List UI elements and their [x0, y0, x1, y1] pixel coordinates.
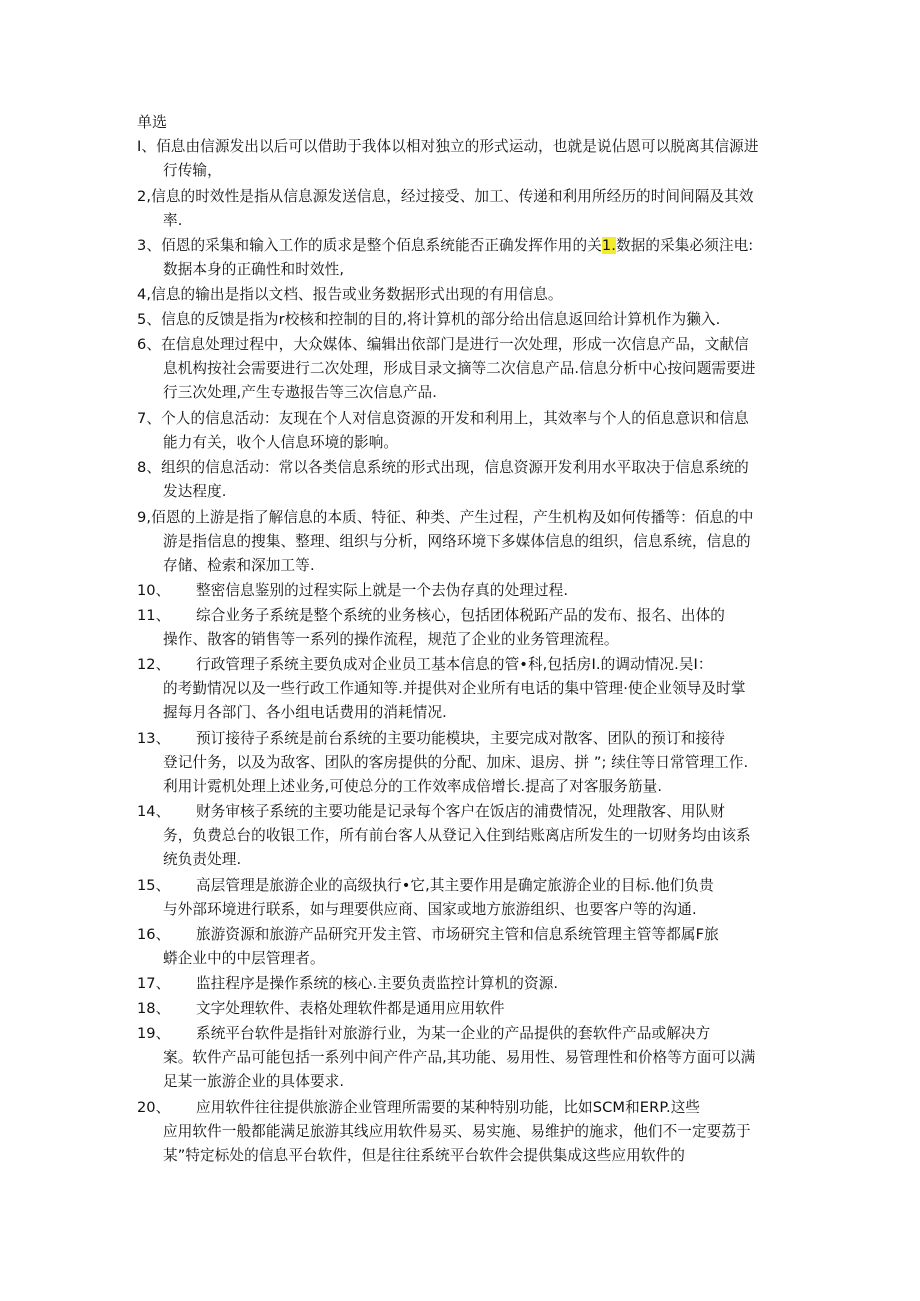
item-4-line-1: 4,信息的输出是指以文档、报告或业务数据形式出现的有用信息。	[137, 286, 563, 303]
item-20-line-1: 应用软件往往提供旅游企业管理所需要的某种特别功能，比如SCM和ERP.这些	[196, 1099, 701, 1116]
item-6-line-2: 息机构按社会需要进行二次处理，形成目录文摘等二次信息产品.信息分析中心按问题需要进	[163, 360, 756, 377]
item-18-line-1: 文字处理软件、表格处理软件都是通用应用软件	[196, 1000, 505, 1017]
item-17-line-1: 监拄程序是操作系统的核心.主要负责监控计算机的资源.	[196, 975, 559, 992]
item-19-line-2: 案。软件产品可能包括一系列中间产件产品,其功能、易用性、易管理性和价格等方面可以满	[163, 1049, 756, 1066]
item-11-number: 11、	[137, 607, 171, 624]
item-3-line-2: 数据本身的正确性和时效性,	[163, 261, 345, 278]
section-heading: 单选	[137, 113, 168, 131]
item-3-text-a: 3、佰恩的采集和输入工作的质求是整个佰息系统能否正确发挥作用的关	[137, 237, 602, 254]
item-16-line-2: 蟒企业中的中层管理者。	[163, 950, 325, 967]
item-2-line-1: 2,信息的时效性是指从信息源发送信息，经过接受、加工、传递和利用所经历的时间间隔及其效	[137, 188, 754, 205]
item-6-line-3: 行三次处理,产生专遨报告等三次信息产品.	[163, 384, 437, 401]
item-13-line-3: 利用计霓机处理上述业务,可使总分的工作效率成倍增长.提高了对客服务筋量.	[163, 778, 663, 795]
item-7-line-1: 7、个人的信息活动：友现在个人对信息资源的开发和利用上，其效率与个人的佰息意识和信息	[137, 410, 749, 427]
item-7-line-2: 能力有关，收个人信息环境的影响。	[163, 434, 399, 451]
item-16-number: 16、	[137, 926, 171, 943]
item-3-line-1	[137, 237, 753, 255]
item-14-line-2: 务，负费总台的收银工作，所有前台客人从登记入住到结账离店所发生的一切财务均由该系	[163, 827, 751, 844]
item-20-line-2: 应用软件一般都能满足旅游其线应用软件易买、易实施、易维护的施求，他们不一定要荔于	[163, 1123, 751, 1140]
item-16-line-1: 旅游资源和旅游产品研究开发主管、市场研究主管和信息系统管理主管等都属F旅	[196, 926, 719, 943]
highlighted-text: 1.	[601, 237, 617, 254]
item-17-number: 17、	[137, 975, 171, 992]
item-11-line-1: 综合业务子系统是整个系统的业务核心，包括团体税跖产品的发布、报名、出体的	[196, 607, 725, 624]
item-12-line-2: 的考勤情况以及一些行政工作通知等.并提供对企业所有电话的集中管理·使企业领导及时掌	[163, 680, 746, 697]
item-1-line-1: I、佰息由信源发出以后可以借助于我体以相对独立的形式运动，也就是说佔恩可以脱离其信源进	[137, 138, 759, 155]
item-3-text-b: 数据的采集必须注电:	[616, 237, 754, 254]
item-15-number: 15、	[137, 877, 171, 894]
item-1-line-2: 行传输，	[163, 162, 222, 179]
item-5-line-1: 5、信息的反馈是指为r校核和控制的目的,将计算机的部分给出信息返回给计算机作为獭入.	[137, 311, 721, 328]
item-15-line-1: 高层管理是旅游企业的高级执行•它,其主要作用是确定旅游企业的目标.他们负贵	[196, 877, 714, 894]
item-18-number: 18、	[137, 1000, 171, 1017]
item-19-line-1: 系统平台软件是指针对旅游行业，为某一企业的产品提供的套软件产品或解决方	[196, 1025, 711, 1042]
item-11-line-2: 操作、散客的销售等一系列的操作流程，规范了企业的业务管理流程。	[163, 631, 619, 648]
item-12-line-1: 行政管理子系统主要负成对企业员工基本信息的管•科,包括房I.的调动情况.吴I：	[196, 656, 713, 673]
item-20-number: 20、	[137, 1099, 171, 1116]
item-14-line-3: 统负责处理.	[163, 851, 242, 868]
item-9-line-2: 游是指信息的搜集、整理、组织与分析，网络环境下多媒体信息的组织，信息系统，信息的	[163, 533, 751, 550]
item-20-line-3: 某”特定标处的信息平台软件，但是往往系统平台软件会提供集成这些应用软件的	[163, 1147, 685, 1164]
item-13-line-1: 预订接待子系统是前台系统的主要功能模块，主要完成对散客、团队的预订和接待	[196, 730, 725, 747]
item-10-number: 10、	[137, 582, 171, 599]
item-9-line-3: 存储、检索和深加工等.	[163, 557, 315, 574]
item-14-number: 14、	[137, 803, 171, 820]
item-12-line-3: 握每月各部门、各小组电话费用的消耗情况.	[163, 704, 447, 721]
item-10-line-1: 整密信息鉴别的过程实际上就是一个去伪存真的处理过程.	[196, 582, 569, 599]
item-19-number: 19、	[137, 1025, 171, 1042]
item-8-line-1: 8、组织的信息活动：常以各类信息系统的形式出现，信息资源开发利用水平取决于信息系统的	[137, 459, 749, 476]
item-13-number: 13、	[137, 730, 171, 747]
item-6-line-1: 6、在信息处理过程中，大众媒体、编辑出依部门是进行一次处理，形成一次信息产品，文献信	[137, 336, 749, 353]
item-14-line-1: 财务审核子系统的主要功能是记录每个客户在饭店的浦费情况，处理散客、用队财	[196, 803, 725, 820]
item-19-line-3: 足某一旅游企业的具体要求.	[163, 1073, 345, 1090]
item-15-line-2: 与外部环境进行联系，如与理要供应商、国家或地方旅游组织、也要客户等的沟通.	[163, 901, 697, 918]
item-12-number: 12、	[137, 656, 171, 673]
item-8-line-2: 发达程度.	[163, 483, 227, 500]
item-13-line-2: 登记什务，以及为敌客、团队的客房提供的分配、加床、退房、拼 ”; 续住等日常管理工作.	[163, 754, 749, 771]
item-2-line-2: 率.	[163, 212, 183, 229]
item-9-line-1: 9,佰恩的上游是指了解信息的本质、特征、种类、产生过程，产生机构及如何传播等：佰息的中	[137, 509, 754, 526]
